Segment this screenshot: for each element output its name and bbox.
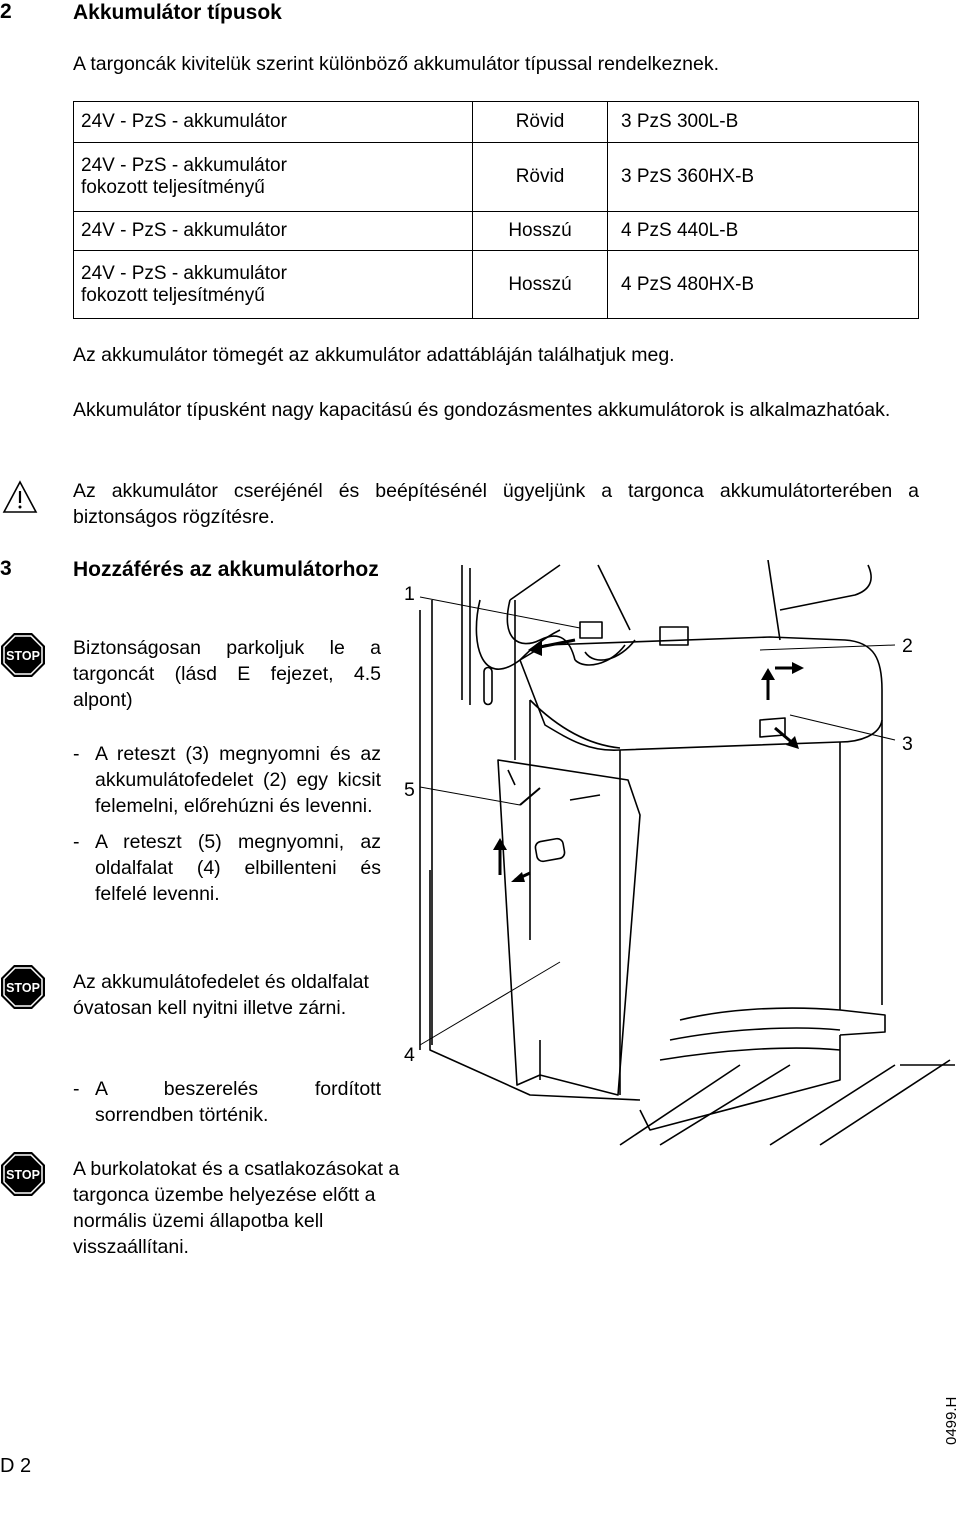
doc-code-wrap [943,1396,960,1525]
stop-sign-icon [0,964,46,1010]
battery-length-cell: Rövid [473,143,608,212]
figure-label-1: 1 [404,583,415,605]
weight-note: Az akkumulátor tömegét az akkumulátor adattábláján találhatjuk meg. [73,344,675,366]
battery-length-cell: Rövid [473,102,608,143]
battery-model-cell: 3 PzS 300L-B [608,102,919,143]
battery-model-cell: 4 PzS 440L-B [608,212,919,251]
stop-note-restore-wrap [73,1156,713,1260]
table-row [74,251,919,319]
table-row [74,212,919,251]
figure-label-2: 2 [902,635,913,657]
figure-label-5: 5 [404,779,415,801]
list-item: - A reteszt (3) megnyomni és az akkumulátofedelet (2) egy kicsit felemelni, előrehúzni és levenni. [73,743,381,817]
warning-triangle-icon [2,480,38,514]
steps-list-2 [73,1076,381,1128]
doc-code: 0499.H [943,1396,960,1445]
battery-length-cell: Hosszú [473,212,608,251]
figure-label-3: 3 [902,733,913,755]
battery-type-text: 24V - PzS - akkumulátor fokozott teljesítményű [81,155,287,198]
maintenance-note: Akkumulátor típusként nagy kapacitású és gondozásmentes akkumulátorok is alkalmazhatóak. [73,399,891,421]
stop-label: STOP [6,649,40,663]
battery-type-cell: 24V - PzS - akkumulátor [74,212,473,251]
table-row [74,102,919,143]
list-item: - A beszerelés fordított sorrendben történik. [73,1078,381,1126]
stop-label: STOP [6,1168,40,1182]
stop-label: STOP [6,981,40,995]
stop-note-careful: Az akkumulátofedelet és oldalfalat óvatosan kell nyitni illetve zárni. [73,971,369,1019]
step-text: A reteszt (3) megnyomni és az akkumulátofedelet (2) egy kicsit felemelni, előrehúzni és levenni. [95,743,381,817]
step-text: A reteszt (5) megnyomni, az oldalfalat (4) elbillenteni és felfelé levenni. [95,831,381,905]
stop-sign-icon [0,632,46,678]
section-3-title: Hozzáférés az akkumulátorhoz [73,558,379,581]
battery-length-cell: Hosszú [473,251,608,319]
battery-type-text: 24V - PzS - akkumulátor fokozott teljesítményű [81,262,287,306]
section-2-title: Akkumulátor típusok [73,1,282,24]
battery-model-cell: 4 PzS 480HX-B [608,251,919,319]
warning-text: Az akkumulátor cseréjénél és beépítésénél ügyeljünk a targonca akkumulátorterében a biztonságos rögzítésre. [73,480,919,528]
stop-sign-icon [0,1151,46,1197]
list-item: - A reteszt (5) megnyomni, az oldalfalat (4) elbillenteni és felfelé levenni. [73,831,381,905]
battery-table [73,101,919,319]
steps-list [73,741,381,907]
figure-label-4: 4 [404,1044,415,1066]
table-row [74,143,919,212]
battery-type-cell [74,143,473,212]
page-number: D 2 [0,1455,32,1477]
battery-compartment-illustration [395,560,955,1150]
section-2-number: 2 [0,0,12,23]
battery-model-cell: 3 PzS 360HX-B [608,143,919,212]
section-3-number: 3 [0,557,12,580]
section-2-intro: A targoncák kivitelük szerint különböző akkumulátor típussal rendelkeznek. [73,53,720,75]
stop-note-parking: Biztonságosan parkoljuk le a targoncát (lásd E fejezet, 4.5 alpont) [73,637,381,711]
battery-type-cell [74,251,473,319]
stop-note-restore: A burkolatokat és a csatlakozásokat a targonca üzembe helyezése előtt a normális üzemi állapotba kell visszaállítani. [73,1158,400,1258]
step-text: A beszerelés fordított sorrendben történik. [95,1078,381,1126]
battery-type-cell: 24V - PzS - akkumulátor [74,102,473,143]
